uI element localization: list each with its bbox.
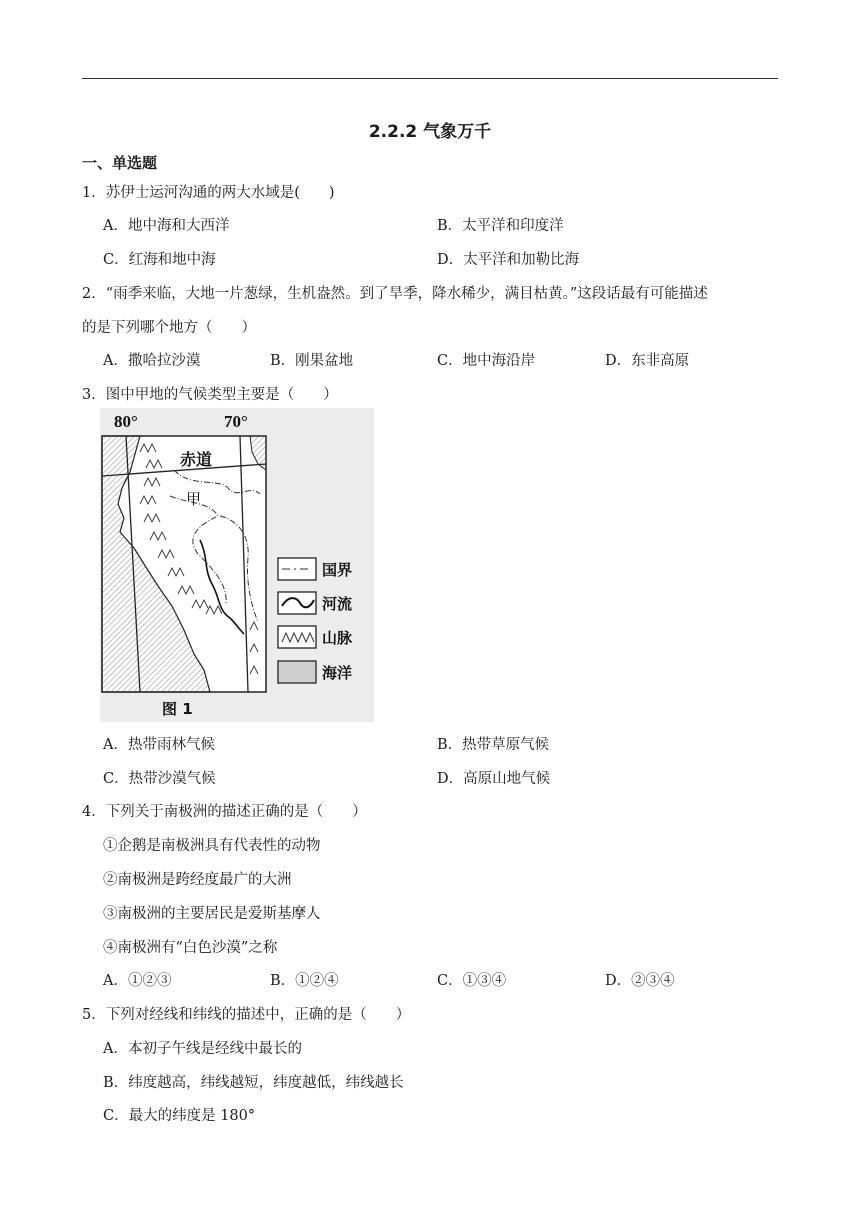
- lon-left-label: 80°: [114, 412, 138, 431]
- legend-label-mountain: 山脉: [322, 629, 353, 647]
- equator-label: 赤道: [180, 450, 213, 469]
- question-1-stem: 1．苏伊士运河沟通的两大水域是( ): [82, 185, 335, 201]
- question-2-stem-line1: 2．“雨季来临，大地一片葱绿，生机盎然。到了旱季，降水稀少，满目枯黄。”这段话最有可能描述: [82, 286, 708, 302]
- section-heading: 一、单选题: [82, 154, 158, 172]
- q1-option-a[interactable]: A．地中海和大西洋: [103, 218, 230, 234]
- q2-option-d[interactable]: D．东非高原: [605, 353, 690, 369]
- q1-option-c[interactable]: C．红海和地中海: [103, 252, 216, 268]
- q5-option-a[interactable]: A．本初子午线是经线中最长的: [103, 1041, 302, 1057]
- q4-statement-1: ①企鹅是南极洲具有代表性的动物: [103, 838, 321, 854]
- legend-label-border: 国界: [322, 561, 353, 579]
- q3-option-a[interactable]: A．热带雨林气候: [103, 737, 215, 753]
- q2-option-b[interactable]: B．刚果盆地: [270, 353, 354, 369]
- header-rule: [82, 78, 778, 79]
- page-title: 2.2.2 气象万千: [368, 122, 492, 142]
- q3-option-b[interactable]: B．热带草原气候: [437, 737, 550, 753]
- q4-option-c[interactable]: C．①③④: [437, 973, 507, 989]
- q2-option-c[interactable]: C．地中海沿岸: [437, 353, 536, 369]
- legend-label-river: 河流: [322, 595, 353, 613]
- question-2-stem-line2: 的是下列哪个地方（ ）: [82, 320, 256, 336]
- legend-ocean-swatch: [278, 661, 316, 683]
- q4-option-b[interactable]: B．①②④: [270, 973, 339, 989]
- q4-statement-2: ②南极洲是跨经度最广的大洲: [103, 872, 292, 888]
- q2-option-a[interactable]: A．撒哈拉沙漠: [103, 353, 201, 369]
- q5-option-b[interactable]: B．纬度越高，纬线越短，纬度越低，纬线越长: [103, 1075, 404, 1091]
- q4-statement-3: ③南极洲的主要居民是爱斯基摩人: [103, 906, 321, 922]
- q4-option-d[interactable]: D．②③④: [605, 973, 675, 989]
- figure-caption: 图 1: [162, 700, 193, 718]
- q1-option-d[interactable]: D．太平洋和加勒比海: [437, 252, 580, 268]
- south-america-map-figure: [100, 408, 374, 722]
- q3-option-d[interactable]: D．高原山地气候: [437, 771, 551, 787]
- q1-option-b[interactable]: B．太平洋和印度洋: [437, 218, 564, 234]
- q4-statement-4: ④南极洲有“白色沙漠”之称: [103, 940, 278, 956]
- legend-label-ocean: 海洋: [322, 664, 353, 682]
- q4-option-a[interactable]: A．①②③: [103, 973, 172, 989]
- q3-option-c[interactable]: C．热带沙漠气候: [103, 771, 216, 787]
- q5-option-c[interactable]: C．最大的纬度是 180°: [103, 1108, 256, 1124]
- question-4-stem: 4．下列关于南极洲的描述正确的是（ ）: [82, 804, 367, 820]
- lon-right-label: 70°: [224, 412, 248, 431]
- question-5-stem: 5．下列对经线和纬线的描述中，正确的是（ ）: [82, 1007, 411, 1023]
- place-jia-label: 甲: [186, 490, 202, 508]
- question-3-stem: 3．图中甲地的气候类型主要是（ ）: [82, 387, 338, 403]
